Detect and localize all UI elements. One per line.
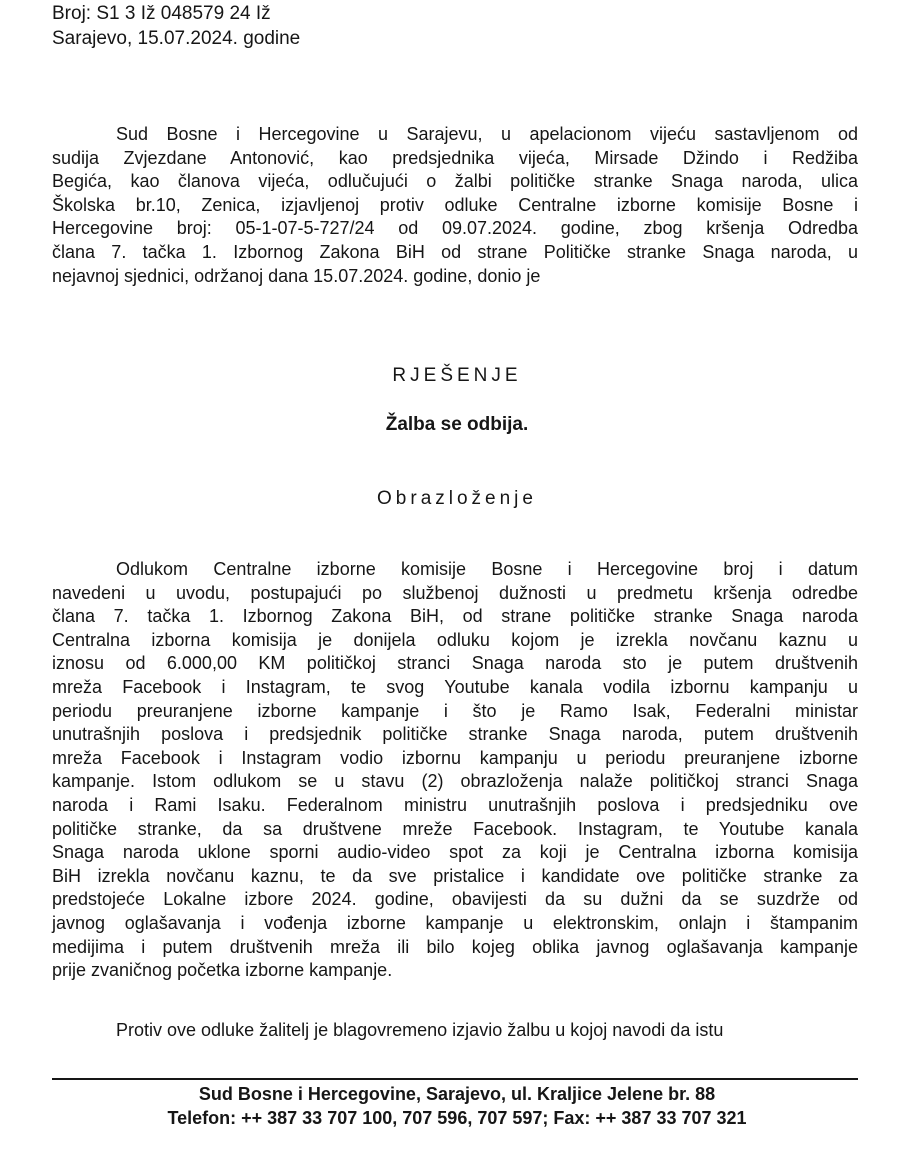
reasoning-line: prije zvaničnog početka izborne kampanje. [52,960,393,981]
intro-paragraph [52,123,858,288]
reasoning-line: Odlukom Centralne izborne komisije Bosne i Hercegovine broj i datum [116,559,858,579]
reasoning-line: BiH izrekla novčanu kaznu, te da sve pristalice i kandidate ove političke stranke za [52,865,858,886]
reasoning-line: Centralna izborna komisija je donijela odluku kojom je izrekla novčanu kaznu u [52,629,858,650]
intro-line: sudija Zvjezdane Antonović, kao predsjednika vijeća, Mirsade Džindo i Redžiba [52,147,858,168]
footer-divider [52,1078,858,1080]
reasoning-line: mreža Facebook i Instagram vodio izbornu kampanju u periodu preuranjene izborne [52,747,858,768]
intro-line: Begića, kao članova vijeća, odlučujući o žalbi političke stranke Snaga naroda, ulica [52,171,858,192]
footer-contact: Telefon: ++ 387 33 707 100, 707 596, 707 597; Fax: ++ 387 33 707 321 [167,1108,747,1128]
reasoning-line: mreža Facebook i Instagram, te svog Youtube kanala vodila izbornu kampanju u [52,676,858,697]
reasoning-line: periodu preuranjene izborne kampanje i što je Ramo Isak, Federalni ministar [52,700,858,721]
intro-line: nejavnoj sjednici, održanoj dana 15.07.2024. godine, donio je [52,265,541,286]
reasoning-line: političke stranke, da sa društvene mreže Facebook. Instagram, te Youtube kanala [52,818,858,839]
intro-line: člana 7. tačka 1. Izbornog Zakona BiH od strane Političke stranke Snaga naroda, u [52,241,858,262]
reasoning-line: Snaga naroda uklone sporni audio-video spot za koji je Centralna izborna komisija [52,842,858,863]
reasoning-paragraph-2 [52,1019,858,1043]
reasoning-line: naroda i Rami Isaku. Federalnom ministru unutrašnjih poslova i predsjedniku ove [52,794,858,815]
reasoning-line: predstojeće Lokalne izbore 2024. godine, obavijesti da su dužni da se suzdrže od [52,889,858,910]
decision-ruling: Žalba se odbija. [385,414,529,435]
reasoning-line: javnog oglašavanja i vođenja izborne kampanje u elektronskim, onlajn i štampanim [52,912,858,933]
intro-line: Hercegovine broj: 05-1-07-5-727/24 od 09.07.2024. godine, zbog kršenja Odredba [52,218,858,239]
reasoning-line: člana 7. tačka 1. Izbornog Zakona BiH, od strane političke stranke Snaga naroda [52,606,858,627]
case-number: Broj: S1 3 Iž 048579 24 Iž [52,3,271,24]
footer-address: Sud Bosne i Hercegovine, Sarajevo, ul. Kraljice Jelene br. 88 [198,1084,716,1104]
intro-line: Školska br.10, Zenica, izjavljenoj protiv odluke Centralne izborne komisije Bosne i [52,194,858,215]
reasoning-line: navedeni u uvodu, postupajući po službenoj dužnosti u predmetu kršenja odredbe [52,582,858,603]
reasoning-line: Protiv ove odluke žalitelj je blagovremeno izjavio žalbu u kojoj navodi da istu [116,1020,724,1040]
reasoning-line: medijima i putem društvenih mreža ili bilo kojeg oblika javnog oglašavanja kampanje [52,936,858,957]
decision-title: RJEŠENJE [392,365,522,386]
intro-line: Sud Bosne i Hercegovine u Sarajevu, u apelacionom vijeću sastavljenom od [116,124,858,144]
reasoning-line: iznosu od 6.000,00 KM političkoj stranci Snaga naroda sto je putem društvenih [52,653,858,674]
reasoning-line: unutrašnjih poslova i predsjednik političke stranke Snaga naroda, putem društvenih [52,724,858,745]
place-and-date: Sarajevo, 15.07.2024. godine [52,28,301,49]
reasoning-line: kampanje. Istom odlukom se u stavu (2) obrazloženja nalaže političkoj stranci Snaga [52,771,858,792]
reasoning-paragraph-1 [52,558,858,983]
reasoning-title: Obrazloženje [377,488,537,509]
